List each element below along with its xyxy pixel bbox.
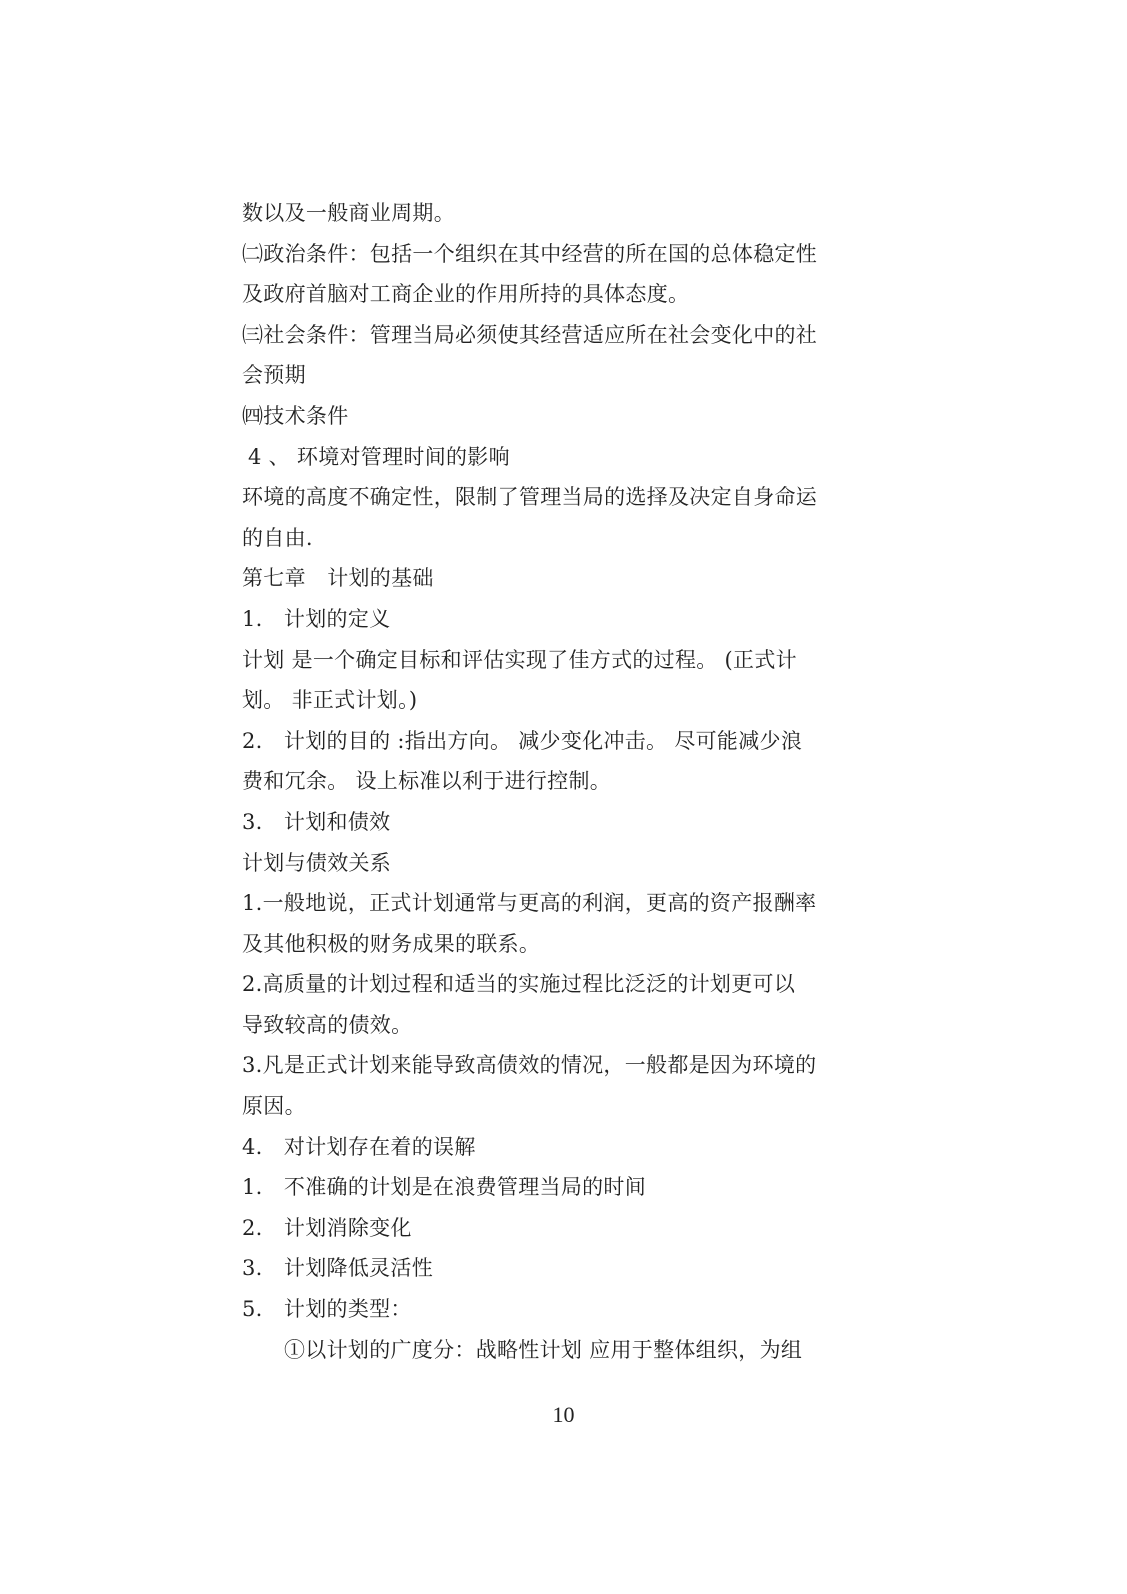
text-line: 数以及一般商业周期。 bbox=[242, 201, 455, 225]
text-line: 导致较高的债效。 bbox=[242, 1012, 413, 1037]
subheading: 计划与债效关系 bbox=[242, 850, 392, 875]
list-item: 2. 计划消除变化 bbox=[242, 1215, 412, 1240]
text-line: 的自由. bbox=[242, 525, 313, 550]
text-line: ㈣技术条件 bbox=[242, 403, 349, 428]
page-body bbox=[242, 193, 872, 1370]
text-line: 原因。 bbox=[242, 1094, 306, 1119]
list-item: 1. 不准确的计划是在浪费管理当局的时间 bbox=[242, 1175, 647, 1200]
section-heading: 1. 计划的定义 bbox=[242, 606, 391, 631]
chapter-title: 第七章 计划的基础 bbox=[242, 566, 434, 591]
section-heading: 4 、 环境对管理时间的影响 bbox=[248, 444, 510, 469]
page-number: 10 bbox=[552, 1402, 575, 1427]
text-line: ㈡政治条件：包括一个组织在其中经营的所在国的总体稳定性 bbox=[242, 241, 818, 266]
text-line: 及其他积极的财务成果的联系。 bbox=[242, 931, 541, 956]
text-line: 环境的高度不确定性，限制了管理当局的选择及决定自身命运 bbox=[242, 485, 818, 510]
text-line: 3.凡是正式计划来能导致高债效的情况，一般都是因为环境的 bbox=[242, 1053, 817, 1078]
section-heading: 2. 计划的目的 :指出方向。 减少变化冲击。 尽可能减少浪 bbox=[242, 728, 803, 753]
text-line: 划。 非正式计划。) bbox=[242, 688, 418, 713]
text-line: 费和冗余。 设上标准以利于进行控制。 bbox=[242, 769, 612, 794]
list-item: 3. 计划降低灵活性 bbox=[242, 1256, 434, 1281]
text-line: 及政府首脑对工商企业的作用所持的具体态度。 bbox=[242, 282, 690, 307]
text-line: 会预期 bbox=[242, 363, 306, 388]
section-heading: 3. 计划和债效 bbox=[242, 809, 391, 834]
section-heading: 5. 计划的类型： bbox=[242, 1297, 412, 1322]
text-line: 计划 是一个确定目标和评估实现了佳方式的过程。 (正式计 bbox=[242, 647, 797, 672]
section-heading: 4. 对计划存在着的误解 bbox=[242, 1134, 476, 1159]
list-item: ①以计划的广度分：战略性计划 应用于整体组织，为组 bbox=[284, 1337, 803, 1362]
text-line: 1.一般地说，正式计划通常与更高的利润，更高的资产报酬率 bbox=[242, 891, 817, 916]
text-line: ㈢社会条件：管理当局必须使其经营适应所在社会变化中的社 bbox=[242, 322, 818, 347]
text-line: 2.高质量的计划过程和适当的实施过程比泛泛的计划更可以 bbox=[242, 972, 796, 997]
